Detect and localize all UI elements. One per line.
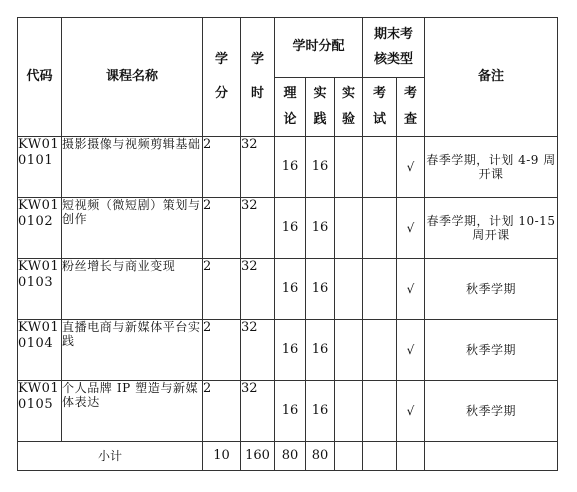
course-credit: 2 (203, 198, 241, 259)
header-credit: 学 分 (203, 18, 241, 137)
total-credit: 10 (203, 442, 241, 471)
course-theory-hours: 16 (275, 381, 306, 442)
total-lab-hours (335, 442, 363, 471)
table-row (18, 137, 558, 198)
course-hours: 32 (241, 198, 275, 259)
course-check-mark: √ (397, 381, 425, 442)
total-notes (425, 442, 558, 471)
course-practice-hours: 16 (306, 259, 335, 320)
header-check: 考 查 (397, 77, 425, 137)
course-check-mark: √ (397, 137, 425, 198)
course-code: KW01 0102 (18, 198, 62, 259)
course-code: KW01 0101 (18, 137, 62, 198)
total-hours: 160 (241, 442, 275, 471)
course-lab-hours (335, 137, 363, 198)
total-row (18, 442, 558, 471)
course-credit: 2 (203, 137, 241, 198)
course-hours: 32 (241, 137, 275, 198)
header-hours: 学 时 (241, 18, 275, 137)
course-name: 粉丝增长与商业变现 (62, 259, 203, 320)
course-hours: 32 (241, 381, 275, 442)
course-name: 个人品牌 IP 塑造与新媒体表达 (62, 381, 203, 442)
course-notes: 秋季学期 (425, 259, 558, 320)
course-exam-mark (363, 137, 397, 198)
course-lab-hours (335, 198, 363, 259)
course-table (17, 17, 558, 471)
course-notes: 秋季学期 (425, 320, 558, 381)
course-hours: 32 (241, 259, 275, 320)
course-name: 直播电商与新媒体平台实践 (62, 320, 203, 381)
header-lab: 实 验 (335, 77, 363, 137)
course-name: 短视频（微短剧）策划与创作 (62, 198, 203, 259)
total-label: 小计 (18, 442, 203, 471)
table-row (18, 259, 558, 320)
header-exam-type: 期末考 核类型 (363, 18, 425, 78)
course-theory-hours: 16 (275, 320, 306, 381)
course-code: KW01 0104 (18, 320, 62, 381)
course-practice-hours: 16 (306, 137, 335, 198)
course-credit: 2 (203, 381, 241, 442)
table-row (18, 381, 558, 442)
total-check (397, 442, 425, 471)
total-exam (363, 442, 397, 471)
course-lab-hours (335, 381, 363, 442)
course-lab-hours (335, 259, 363, 320)
header-notes: 备注 (425, 18, 558, 137)
course-code: KW01 0105 (18, 381, 62, 442)
course-code: KW01 0103 (18, 259, 62, 320)
header-theory: 理 论 (275, 77, 306, 137)
course-lab-hours (335, 320, 363, 381)
total-theory-hours: 80 (275, 442, 306, 471)
course-notes: 春季学期，计划 4-9 周开课 (425, 137, 558, 198)
course-theory-hours: 16 (275, 259, 306, 320)
header-hour-distribution: 学时分配 (275, 18, 363, 78)
course-notes: 春季学期，计划 10-15 周开课 (425, 198, 558, 259)
course-hours: 32 (241, 320, 275, 381)
course-check-mark: √ (397, 320, 425, 381)
course-exam-mark (363, 198, 397, 259)
course-theory-hours: 16 (275, 198, 306, 259)
header-exam: 考 试 (363, 77, 397, 137)
header-practice: 实 践 (306, 77, 335, 137)
table-row (18, 320, 558, 381)
course-exam-mark (363, 320, 397, 381)
course-practice-hours: 16 (306, 381, 335, 442)
header-course-name: 课程名称 (62, 18, 203, 137)
course-practice-hours: 16 (306, 198, 335, 259)
course-credit: 2 (203, 320, 241, 381)
course-check-mark: √ (397, 198, 425, 259)
course-credit: 2 (203, 259, 241, 320)
table-row (18, 198, 558, 259)
course-exam-mark (363, 259, 397, 320)
header-code: 代码 (18, 18, 62, 137)
course-check-mark: √ (397, 259, 425, 320)
course-name: 摄影摄像与视频剪辑基础 (62, 137, 203, 198)
course-notes: 秋季学期 (425, 381, 558, 442)
total-practice-hours: 80 (306, 442, 335, 471)
course-exam-mark (363, 381, 397, 442)
course-theory-hours: 16 (275, 137, 306, 198)
course-practice-hours: 16 (306, 320, 335, 381)
